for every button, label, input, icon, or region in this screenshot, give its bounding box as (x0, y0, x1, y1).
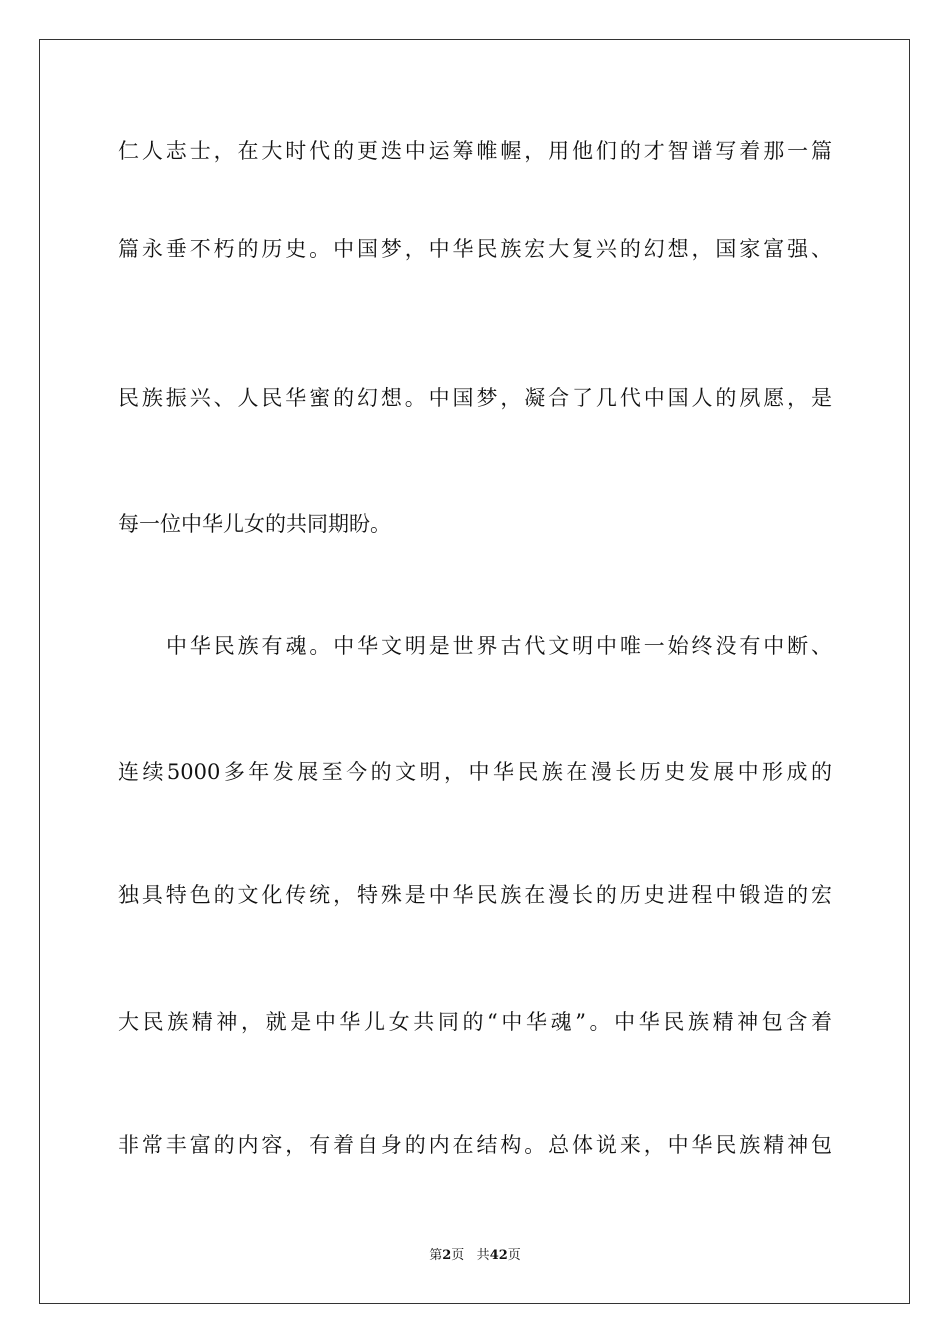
text-line-9: 非常丰富的内容，有着自身的内在结构。总体说来，中华民族精神包 (118, 1133, 832, 1157)
text-line-1: 仁人志士，在大时代的更迭中运筹帷幄，用他们的才智谱写着那一篇 (118, 139, 832, 163)
text-line-5: 中华民族有魂。中华文明是世界古代文明中唯一始终没有中断、 (166, 634, 832, 658)
page-border (39, 39, 910, 1304)
footer-page-suffix: 页 (451, 1248, 465, 1263)
footer-total-suffix: 页 (507, 1248, 521, 1263)
footer-prefix: 第 (429, 1248, 443, 1263)
text-line-2: 篇永垂不朽的历史。中国梦，中华民族宏大复兴的幻想，国家富强、 (118, 237, 832, 261)
footer-total-prefix: 共 (476, 1248, 490, 1263)
text-line-6: 连续5000多年发展至今的文明，中华民族在漫长历史发展中形成的 (118, 760, 832, 784)
text-line-4: 每一位中华儿女的共同期盼。 (118, 512, 391, 536)
footer-page-number: 2 (442, 1248, 452, 1263)
page-footer (0, 1247, 950, 1265)
text-line-8: 大民族精神，就是中华儿女共同的“中华魂”。中华民族精神包含着 (118, 1010, 832, 1034)
text-line-7: 独具特色的文化传统，特殊是中华民族在漫长的历史进程中锻造的宏 (118, 883, 832, 907)
text-line-3: 民族振兴、人民华蜜的幻想。中国梦，凝合了几代中国人的夙愿，是 (118, 386, 832, 410)
footer-total-pages: 42 (489, 1248, 508, 1263)
